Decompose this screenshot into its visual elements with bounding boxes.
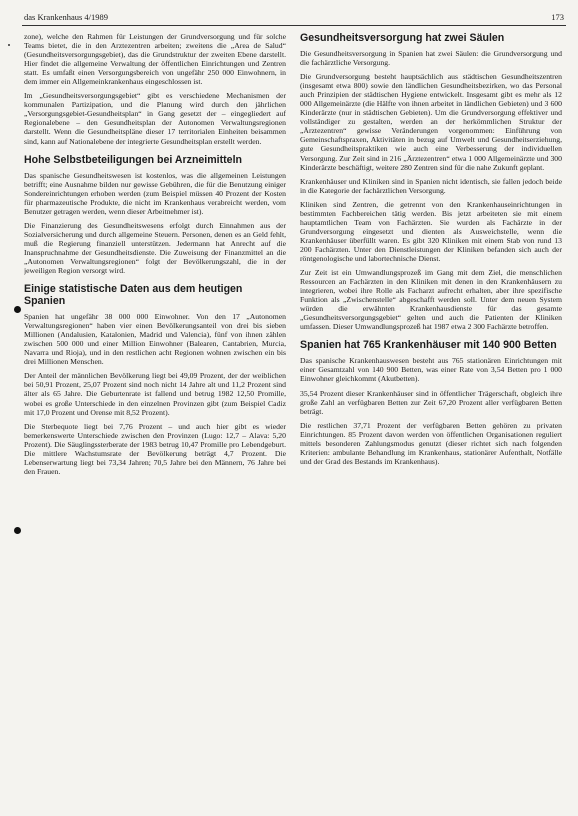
section-heading: Spanien hat 765 Krankenhäuser mit 140 900 Betten (300, 339, 557, 352)
paragraph: Die Gesundheitsversorgung in Spanien hat zwei Säulen: die Grundversorgung und die fachärztliche Versorgung. (300, 49, 562, 68)
right-column (300, 32, 562, 812)
scan-speck (8, 44, 10, 46)
section-heading: Gesundheitsversorgung hat zwei Säulen (300, 32, 505, 44)
paragraph: Spanien hat ungefähr 38 000 000 Einwohner. Von den 17 „Autonomen Verwaltungsregionen“ haben vier einen Bevölkerungsanteil von drei bis sieben Millionen (Andalusien, Katalonien, Madrid und Valencia), fünf von ihnen zählen zwischen 500 000 und einer Million Einwohner (Balearen, Cantabrien, Murcia, Navarra und Rioja), und in den restlichen acht Regionen wohnen zwischen ein bis drei Millionen Menschen. (24, 312, 286, 367)
paragraph: zone), welche den Rahmen für Leistungen der Grundversorgung und für solche Teams bietet, die in den Arztezentren arbeiten; zweitens die „Area de Salud“ (Gesundheitsversorgungsgebiet), das die Grundstruktur der zweiten Ebene darstellt. Hier findet die allgemeine Verwaltung der öffentlichen Einrichtungen und Zentren statt. Es umfaßt einen Versorgungsbereich von ungefähr 250 000 Einwohnern, in dem immer ein Allgemeinkrankenhaus eingeschlossen ist. (24, 32, 286, 87)
section-heading: Hohe Selbstbeteiligungen bei Arzneimitteln (24, 153, 242, 166)
paragraph: Das spanische Krankenhauswesen besteht aus 765 stationären Einrichtungen mit einer Gesamtzahl von 140 900 Betten, was einer Rate von 3,54 Betten pro 1 000 Einwohner gleichkommt (Akutbetten). (300, 356, 562, 384)
paragraph: Zur Zeit ist ein Umwandlungsprozeß im Gang mit dem Ziel, die menschlichen Ressourcen an Fachärzten in den Kliniken mit denen in den Krankenhäusern zu integrieren, wobei ihre Rolle als Facharzt aufrecht erhalten, aber ihre spezifische Funktion als „Zwischenstelle“ abgeschafft werden soll. Unter dem neuen System würden die erwähnten Krankenhausdienste für das gesamte „Gesundheitsversorgungsgebiet“ gelten und auch die Patienten der Kliniken umfassen. Dieser Umwandlungsprozeß hat 1987 etwa 2 300 Fachärzte betroffen. (300, 268, 562, 332)
paragraph: Das spanische Gesundheitswesen ist kostenlos, was die allgemeinen Leistungen betrifft; eine Ausnahme bilden nur gewisse Gebühren, die für die Benutzung einiger Sondereinrichtungen erhoben werden (zum Beispiel müssen 40 Prozent der Kosten für pharmazeutische Produkte, die nicht im Krankenhaus verabreicht werden, vom Benutzer getragen werden, wenn dieser Arbeitnehmer ist). (24, 170, 286, 216)
journal-name: das Krankenhaus 4/1989 (24, 12, 109, 22)
paragraph: Die Sterbequote liegt bei 7,76 Prozent – und auch hier gibt es wieder bemerkenswerte Unterschiede zwischen den Provinzen (Lugo: 12,7 – Alava: 5,20 Prozent). Die Säuglingssterberate der 1983 betrug 10,47 Promille pro Lebendgeburt. Die mittlere Wachstumsrate der Bevölkerung beträgt 4,7 Prozent. Die Lebenserwartung liegt bei 73,34 Jahren; 70,5 Jahre bei den Männern, 76 Jahre bei den Frauen. (24, 421, 286, 476)
paragraph: Die Finanzierung des Gesundheitswesens erfolgt durch Einnahmen aus der Sozialversicherung und durch allgemeine Steuern. Personen, denen es an Geld fehlt, muß die Regierung finanziell unterstützen. Jedermann hat Anrecht auf die Inanspruchnahme der Gesundheitsdienste. Die Zuweisung der Finanzmittel an die „Autonomen Verwaltungsregionen“ folgt der Bevölkerungszahl, die in der jeweiligen Region versorgt wird. (24, 220, 286, 276)
paragraph: 35,54 Prozent dieser Krankenhäuser sind in öffentlicher Trägerschaft, obgleich ihre große Zahl an verfügbaren Betten zur Zeit 67,20 Prozent aller verfügbaren Betten beträgt. (300, 388, 562, 416)
paragraph: Krankenhäuser und Kliniken sind in Spanien nicht identisch, sie fallen jedoch beide in die Kategorie der fachärztlichen Versorgung. (300, 176, 562, 195)
page-number: 173 (551, 12, 564, 22)
section-heading: Einige statistische Daten aus dem heutigen Spanien (24, 283, 243, 308)
paragraph: Die restlichen 37,71 Prozent der verfügbaren Betten gehören zu privaten Einrichtungen. 85 Prozent davon werden von öffentlichen Organisationen reguliert mittels besonderen Zahlungsmodus genutzt (dieser richtet sich nach folgenden Kriterien: ambulante Behandlung im Krankenhaus, stationärer Aufenthalt, Notfälle und der Grad des Bestands im Krankenhaus). (300, 420, 562, 466)
paragraph: Im „Gesundheitsversorgungsgebiet“ gibt es verschiedene Mechanismen der kommunalen Partizipation, und die Planung wird durch den jährlichen „Versorgungsgebiet-Gesundheitsplan“ in Gang gesetzt der – eingegliedert auf Regionalebene – den Gesundheitsplan der Autonomen Verwaltungsregionen darstellt. Wenn die Gesundheitspläne dieser 17 territorialen Einheiten beisammen sind, kann auf Nationalebene der integrierte Gesundheitsplan erstellt werden. (24, 91, 286, 146)
punch-hole-mark (14, 527, 21, 534)
punch-hole-mark (14, 306, 21, 313)
paragraph: Die Grundversorgung besteht hauptsächlich aus städtischen Gesundheitszentren (insgesamt etwa 800) sowie den ländlichen Gesundheitsbezirken, wo das Personal auch Prinzipien der städtischen Hygiene entwickelt. Insgesamt gibt es mehr als 12 000 Allgemeinärzte (die Hälfte von ihnen arbeitet in ländlichen Gebieten) und 3 600 Kinderärzte (nur in städtischen Gebieten). Um die Grundversorgung effektiver und vollständiger zu gestalten, werden an der herkömmlichen Struktur der „Ärztezentren“ gewisse Veränderungen vorgenommen: Einführung von Gemeinschaftspraxen, Aktivitäten in bezug auf Umwelt und Gesundheitserziehung, gute Gesundheitspraktiken wie auch eine Verbesserung der individuellen Versorgung. Zur Zeit sind in 216 „Ärztezentren“ etwa 1 000 Allgemeinärzte und 300 Kinderärzte beschäftigt, weitere 280 Zentren sind für die nahe Zukunft geplant. (300, 72, 562, 172)
left-column (24, 32, 286, 812)
running-header (24, 12, 564, 24)
paragraph: Der Anteil der männlichen Bevölkerung liegt bei 49,09 Prozent, der der weiblichen bei 50,91 Prozent, 25,07 Prozent sind noch nicht 14 Jahre alt und 11,2 Prozent sind älter als 65 Jahre. Die Geburtenrate ist fallend und betrug 1982 12,50 Promille, wobei es große Unterschiede in den einzelnen Provinzen gibt (zum Beispiel Cadiz mit 17,0 Prozent und Orense mit 8,52 Prozent). (24, 371, 286, 417)
header-rule (22, 25, 566, 26)
paragraph: Kliniken sind Zentren, die getrennt von den Krankenhauseinrichtungen in bestimmten Fachbereichen tätig werden. Bis jetzt arbeiteten sie mit einem hauptamtlichen Team von Fachärzten. Sie wurden als Fachärzte in der Grundversorgung eingesetzt und dienten als Ausweichstelle, wenn die Krankenhäuser überfüllt waren. Es gibt 320 Kliniken mit einem Stab von rund 13 200 Fachärzten. Unter den Dienstleistungen der Kliniken befanden sich auch der röntgenologische und labortechnische Dienst. (300, 199, 562, 263)
